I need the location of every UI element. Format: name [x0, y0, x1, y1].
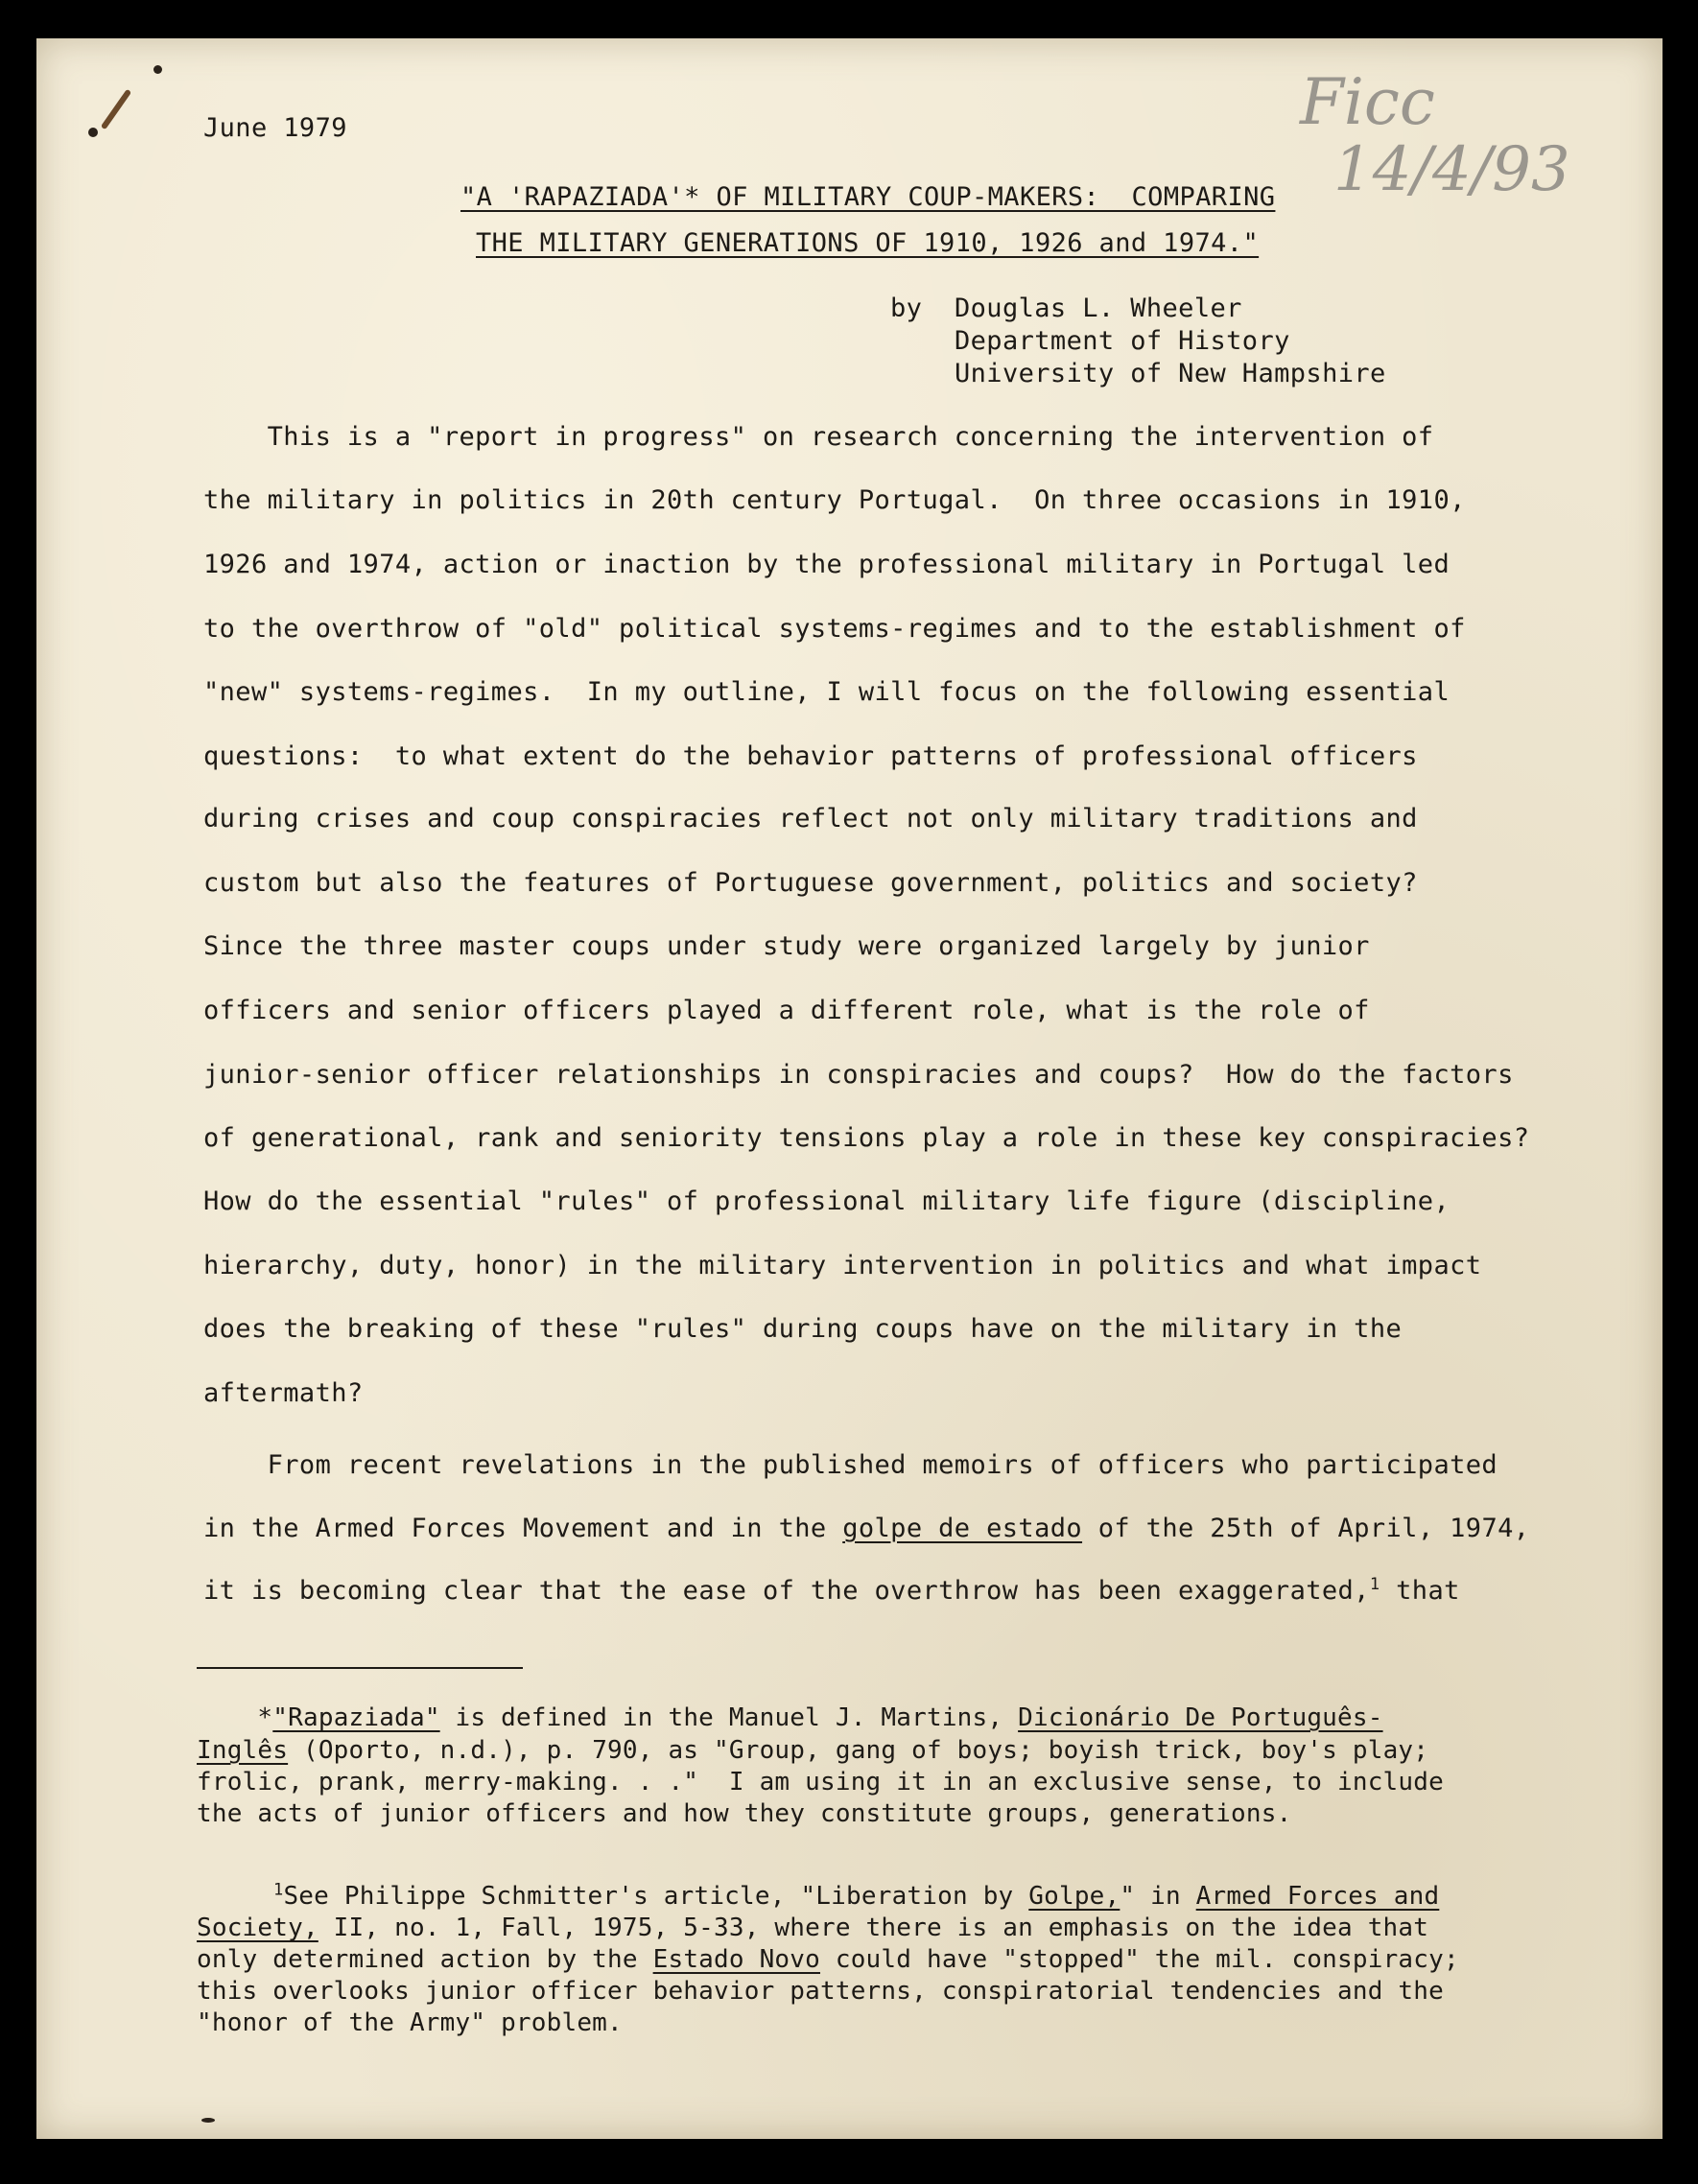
underlined-title: Dicionário De Português-: [1018, 1703, 1383, 1732]
footnote-text-run: is defined in the Manuel J. Martins,: [439, 1703, 1019, 1732]
body-line: From recent revelations in the published memoirs of officers who participated: [203, 1450, 1498, 1480]
underlined-title: Society,: [197, 1914, 318, 1942]
footnote-line: [197, 1914, 1428, 1942]
footnote-text-run: *: [197, 1703, 273, 1732]
body-line: hierarchy, duty, honor) in the military intervention in politics and what impact: [203, 1251, 1482, 1280]
ink-speck: [88, 128, 98, 137]
footnote-text-run: " in: [1120, 1882, 1196, 1911]
footnote-number: 1: [273, 1880, 284, 1900]
body-line: 1926 and 1974, action or inaction by the professional military in Portugal led: [203, 550, 1450, 579]
author-university: University of New Hampshire: [955, 359, 1386, 388]
footnote-line: [273, 1882, 1439, 1911]
body-line: Since the three master coups under study were organized largely by junior: [203, 931, 1370, 961]
body-line: aftermath?: [203, 1378, 364, 1408]
footnote-line: this overlooks junior officer behavior patterns, conspiratorial tendencies and the: [197, 1977, 1444, 2006]
body-line: "new" systems-regimes. In my outline, I will focus on the following essential: [203, 677, 1450, 707]
footnote-text-run: (Oporto, n.d.), p. 790, as "Group, gang of boys; boyish trick, boy's play;: [288, 1736, 1429, 1765]
document-title-line-2: THE MILITARY GENERATIONS OF 1910, 1926 and 1974.": [476, 228, 1260, 258]
body-line: the military in politics in 20th century Portugal. On three occasions in 1910,: [203, 485, 1466, 515]
ink-speck: [153, 65, 162, 74]
body-line: officers and senior officers played a different role, what is the role of: [203, 996, 1370, 1025]
footnote-line: [197, 1945, 1459, 1974]
underlined-term: Estado Novo: [652, 1945, 820, 1974]
footnote-text-run: could have "stopped" the mil. conspiracy;: [820, 1945, 1459, 1974]
footnote-line: [197, 1703, 1383, 1732]
body-line: of generational, rank and seniority tensions play a role in these key conspiracies?: [203, 1123, 1530, 1153]
underlined-term: Golpe,: [1028, 1882, 1120, 1911]
ink-speck: [201, 2118, 215, 2123]
body-line: [203, 1514, 1529, 1543]
body-text-run: in the Armed Forces Movement and in the: [203, 1514, 843, 1543]
footnote-text-run: See Philippe Schmitter's article, "Liberation by: [283, 1882, 1029, 1911]
footnote-line: frolic, prank, merry-making. . ." I am using it in an exclusive sense, to include: [197, 1768, 1444, 1797]
body-line: This is a "report in progress" on research concerning the intervention of: [203, 422, 1434, 452]
body-line: questions: to what extent do the behavior patterns of professional officers: [203, 741, 1418, 771]
underlined-title: Armed Forces and: [1195, 1882, 1440, 1911]
underlined-term: "Rapaziada": [272, 1703, 440, 1732]
underlined-term: golpe de estado: [842, 1514, 1083, 1543]
body-text-run: that: [1380, 1576, 1460, 1606]
body-line: during crises and coup conspiracies reflect not only military traditions and: [203, 804, 1418, 834]
body-line: How do the essential "rules" of professional military life figure (discipline,: [203, 1186, 1450, 1216]
body-line: custom but also the features of Portuguese government, politics and society?: [203, 868, 1418, 898]
footnote-line: "honor of the Army" problem.: [197, 2008, 623, 2037]
document-title-line-1: "A 'RAPAZIADA'* OF MILITARY COUP-MAKERS: COMPARING: [460, 182, 1276, 212]
author-department: Department of History: [955, 326, 1290, 356]
body-line: to the overthrow of "old" political systems-regimes and to the establishment of: [203, 614, 1466, 644]
author-name: Douglas L. Wheeler: [955, 294, 1242, 323]
handwritten-note: Ficc: [1300, 65, 1435, 139]
footnote-text-run: II, no. 1, Fall, 1975, 5-33, where there is an emphasis on the idea that: [318, 1914, 1429, 1942]
author-by: by: [890, 294, 923, 323]
document-date: June 1979: [203, 113, 347, 143]
body-line: junior-senior officer relationships in conspiracies and coups? How do the factors: [203, 1060, 1514, 1090]
footnote-marker: 1: [1369, 1575, 1380, 1594]
body-text-run: of the 25th of April, 1974,: [1082, 1514, 1530, 1543]
footnote-line: [197, 1736, 1428, 1765]
handwritten-date: 14/4/93: [1333, 134, 1570, 205]
body-line: does the breaking of these "rules" during coups have on the military in the: [203, 1314, 1403, 1344]
body-line: [203, 1576, 1460, 1606]
footnote-line: the acts of junior officers and how they constitute groups, generations.: [197, 1799, 1292, 1828]
underlined-title: Inglês: [197, 1736, 289, 1765]
body-text-run: it is becoming clear that the ease of the overthrow has been exaggerated,: [203, 1576, 1370, 1606]
footnote-separator: [197, 1667, 523, 1669]
footnote-text-run: only determined action by the: [197, 1945, 653, 1974]
